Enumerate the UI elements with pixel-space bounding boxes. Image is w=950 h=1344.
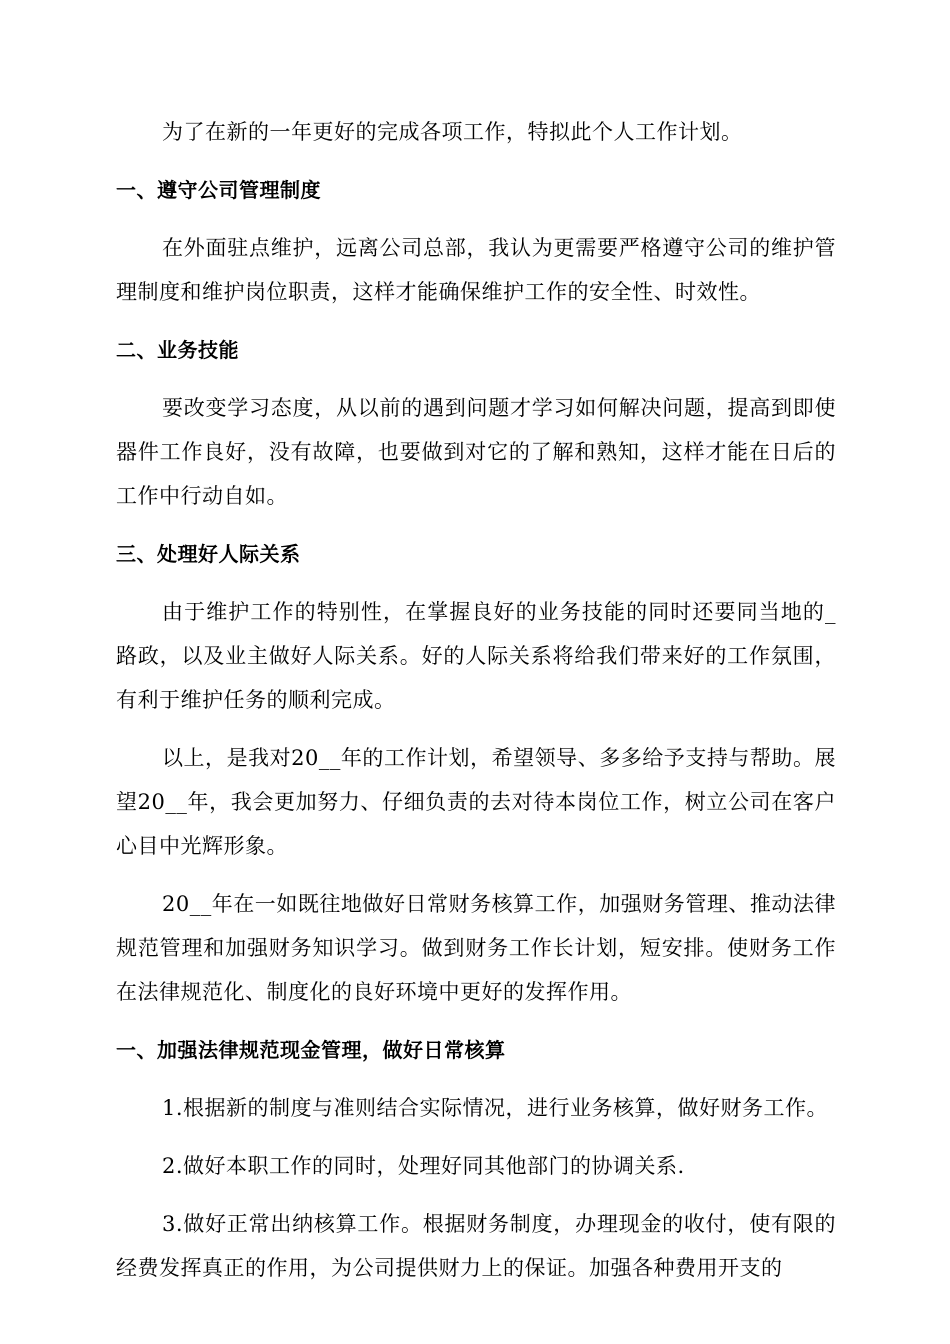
paragraph-relations: 由于维护工作的特别性，在掌握良好的业务技能的同时还要同当地的_路政，以及业主做好人际关系。好的人际关系将给我们带来好的工作氛围，有利于维护任务的顺利完成。: [116, 600, 836, 712]
section-heading-finance-1: 一、加强法律规范现金管理，做好日常核算: [116, 1038, 506, 1062]
list-item-1: 1.根据新的制度与准则结合实际情况，进行业务核算，做好财务工作。: [162, 1096, 829, 1120]
paragraph-compliance: 在外面驻点维护，远离公司总部，我认为更需要严格遵守公司的维护管理制度和维护岗位职责，这样才能确保维护工作的安全性、时效性。: [116, 236, 836, 304]
section-heading-2: 二、业务技能: [116, 338, 239, 362]
section-heading-3: 三、处理好人际关系: [116, 542, 301, 566]
document-body: [116, 110, 836, 1304]
list-item-3: 3.做好正常出纳核算工作。根据财务制度，办理现金的收付，使有限的经费发挥真正的作用，为公司提供财力上的保证。加强各种费用开支的: [116, 1212, 836, 1280]
paragraph-finance-intro: 20__年在一如既往地做好日常财务核算工作，加强财务管理、推动法律规范管理和加强财务知识学习。做到财务工作长计划，短安排。使财务工作在法律规范化、制度化的良好环境中更好的发挥作用。: [116, 892, 836, 1004]
paragraph-summary: 以上，是我对20__年的工作计划，希望领导、多多给予支持与帮助。展望20__年，我会更加努力、仔细负责的去对待本岗位工作，树立公司在客户心目中光辉形象。: [116, 746, 836, 858]
paragraph-skills: 要改变学习态度，从以前的遇到问题才学习如何解决问题，提高到即使器件工作良好，没有故障，也要做到对它的了解和熟知，这样才能在日后的工作中行动自如。: [116, 396, 836, 508]
list-item-2: 2.做好本职工作的同时，处理好同其他部门的协调关系.: [162, 1154, 685, 1178]
section-heading-1: 一、遵守公司管理制度: [116, 178, 321, 202]
intro-paragraph: 为了在新的一年更好的完成各项工作，特拟此个人工作计划。: [162, 120, 743, 144]
